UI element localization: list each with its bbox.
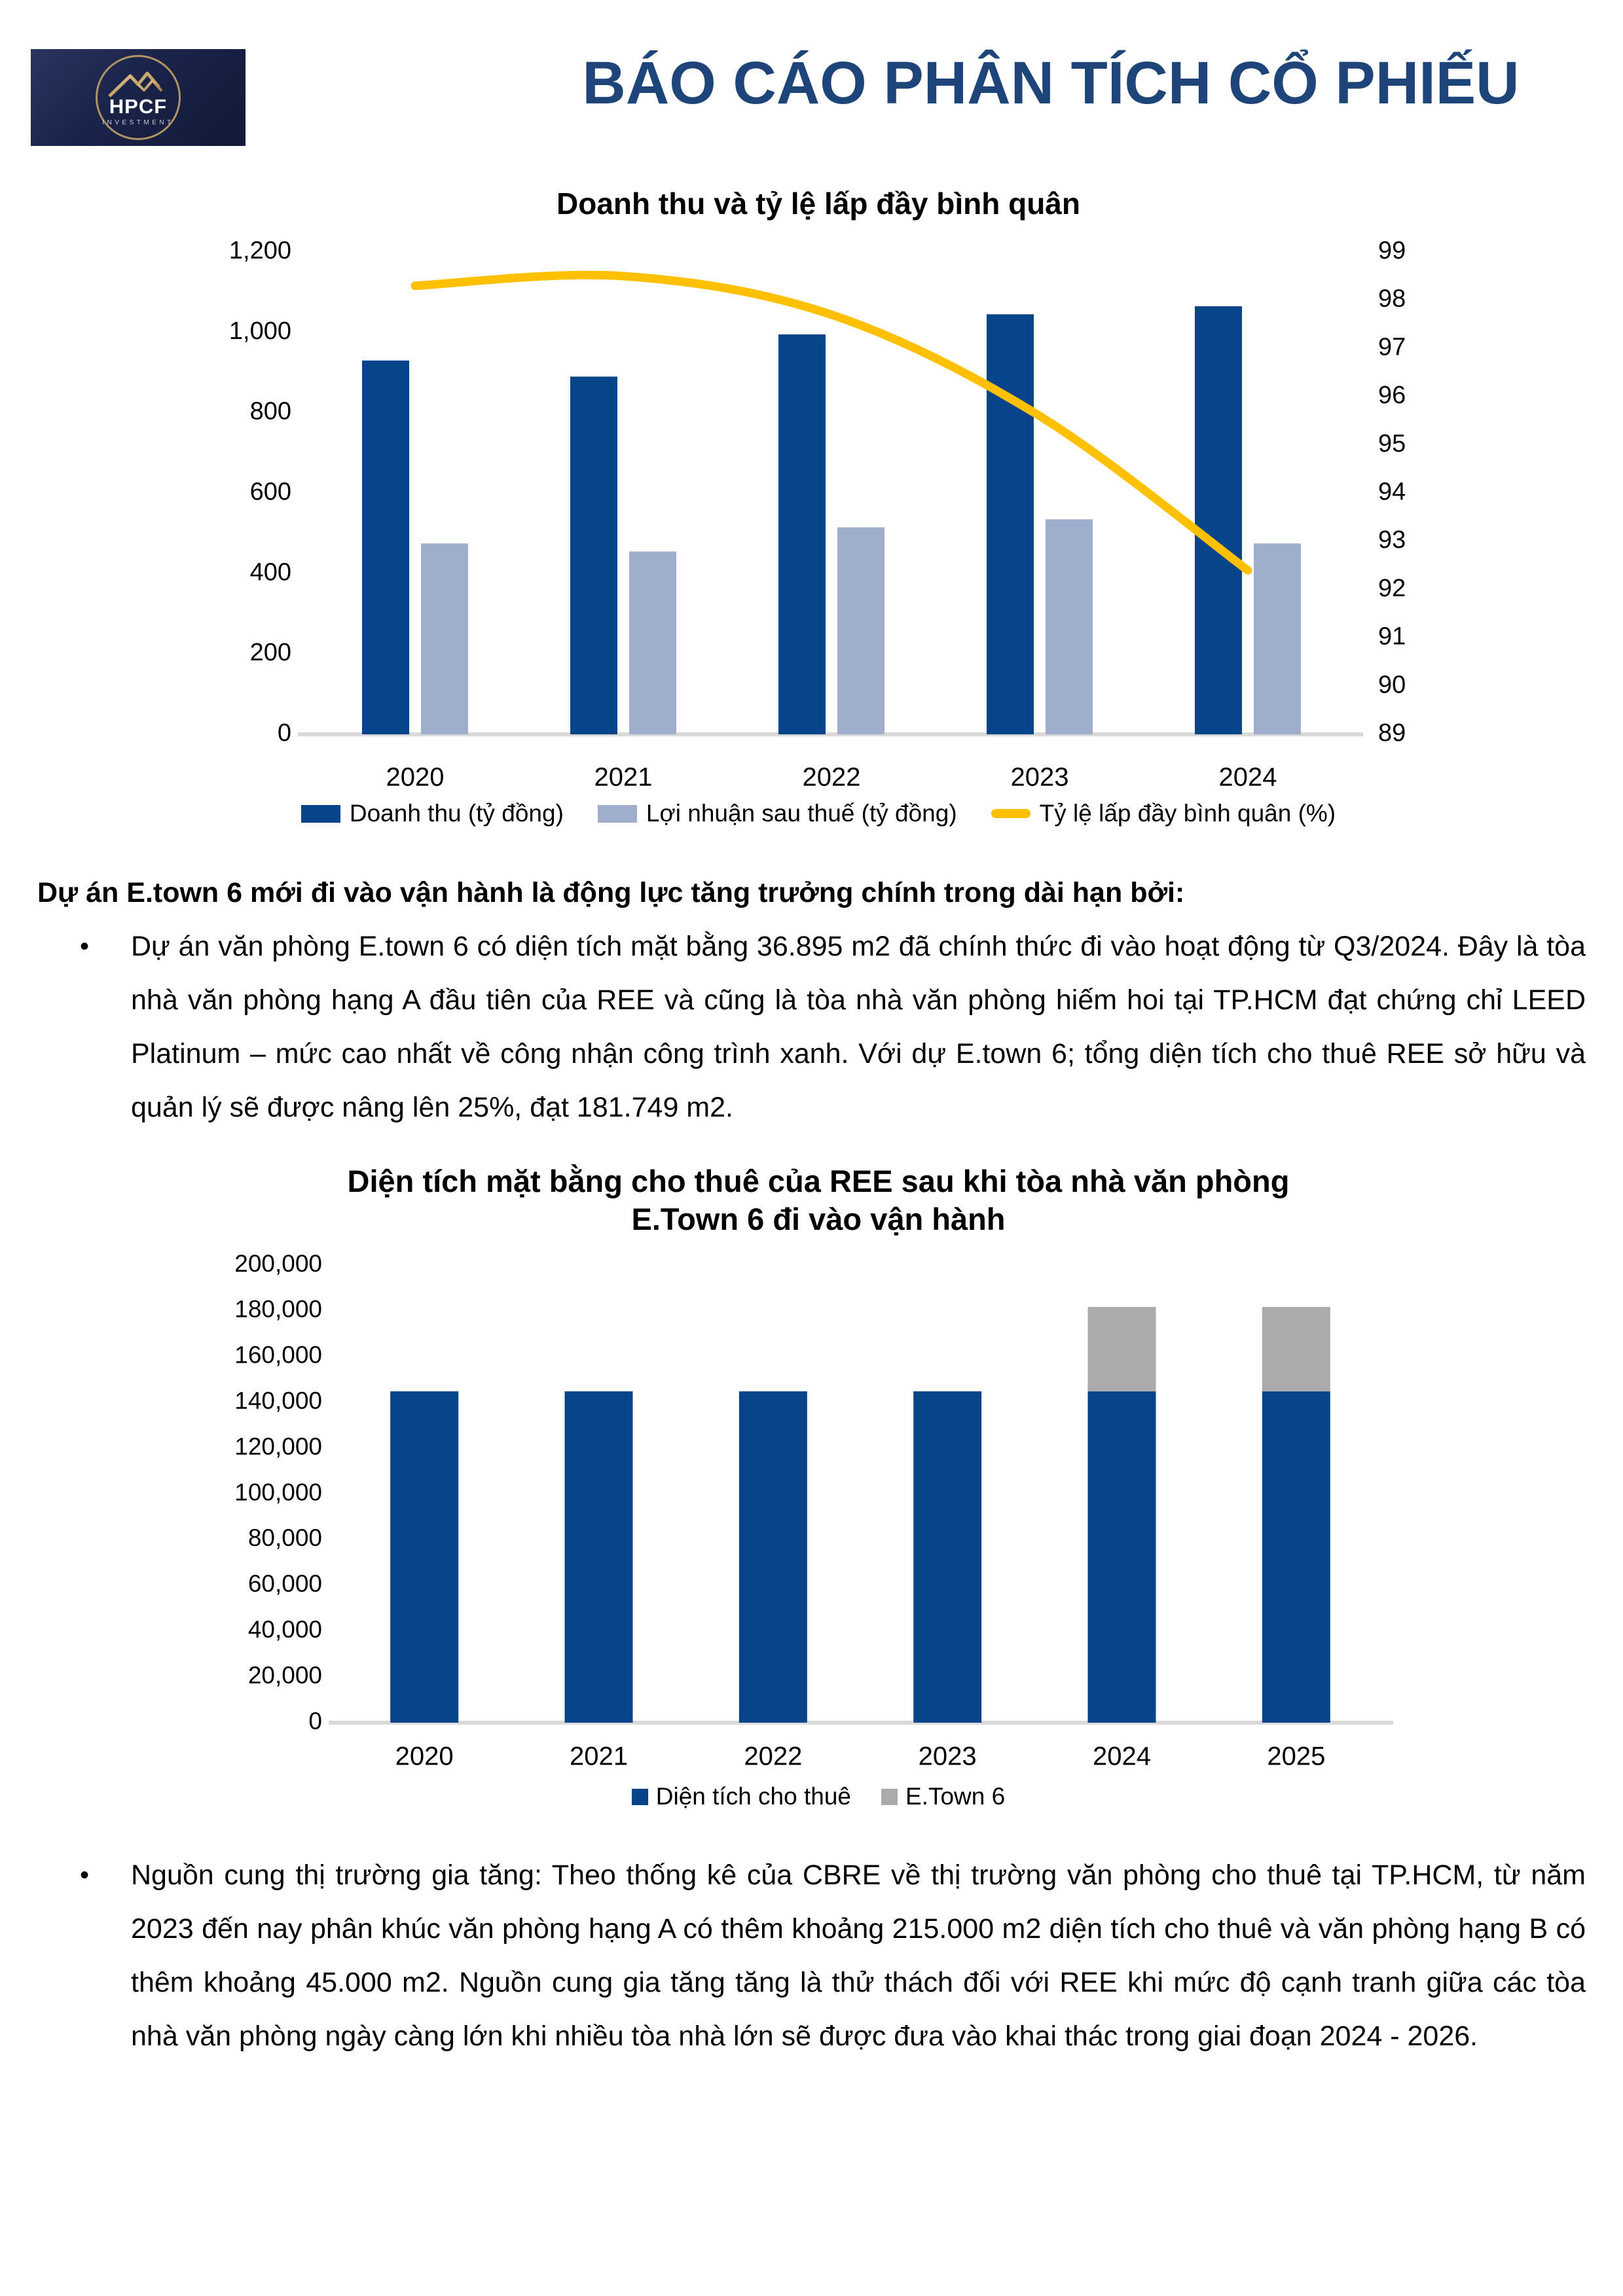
bar-dien-tich-2020 bbox=[390, 1391, 458, 1723]
bullet-marker-icon: • bbox=[80, 1861, 90, 1890]
chart2-title bbox=[196, 1162, 1440, 1238]
y-axis-tick-label: 60,000 bbox=[247, 1570, 322, 1598]
chart2-title-line2: E.Town 6 đi vào vận hành bbox=[631, 1202, 1006, 1236]
right-axis-tick-label: 97 bbox=[1378, 333, 1406, 361]
right-axis-tick-label: 95 bbox=[1378, 429, 1406, 457]
right-axis-tick-label: 94 bbox=[1378, 478, 1406, 506]
right-axis-tick-label: 93 bbox=[1378, 526, 1406, 554]
bar-dien-tich-2024 bbox=[1088, 1391, 1156, 1723]
legend-item-doanh-thu bbox=[301, 800, 564, 827]
bar-loi-nhuan-2021 bbox=[629, 552, 676, 734]
left-axis-tick-label: 800 bbox=[249, 397, 291, 425]
bar-loi-nhuan-2024 bbox=[1254, 543, 1301, 734]
y-axis-tick-label: 120,000 bbox=[234, 1433, 322, 1460]
legend-item-dien-tich bbox=[632, 1783, 851, 1810]
legend-label: E.Town 6 bbox=[905, 1783, 1006, 1810]
revenue-occupancy-chart bbox=[196, 177, 1440, 851]
x-axis-category-label: 2021 bbox=[570, 1742, 628, 1767]
y-axis-tick-label: 40,000 bbox=[247, 1615, 322, 1643]
bullet-item-etown6 bbox=[80, 920, 1586, 1134]
occupancy-rate-line bbox=[415, 275, 1248, 570]
chart2-title-line1: Diện tích mặt bằng cho thuê của REE sau khi tòa nhà văn phòng bbox=[347, 1164, 1290, 1198]
left-axis-tick-label: 200 bbox=[249, 639, 291, 667]
bar-loi-nhuan-2023 bbox=[1046, 519, 1093, 734]
chart2-legend bbox=[196, 1783, 1440, 1810]
bullet-text: Nguồn cung thị trường gia tăng: Theo thống kê của CBRE về thị trường văn phòng cho thuê tại TP.HCM, từ năm 2023 đến nay phân khúc văn phòng hạng A có thêm khoảng 215.000 m2 diện tích cho thuê và văn phòng hạng B có thêm khoảng 45.000 m2. Nguồn cung gia tăng tăng là thử thách đối với REE khi mức độ cạnh tranh giữa các tòa nhà văn phòng ngày càng lớn khi nhiều tòa nhà lớn sẽ được đưa vào khai thác trong giai đoạn 2024 - 2026. bbox=[131, 1859, 1586, 2052]
chart1-legend bbox=[196, 800, 1440, 827]
x-axis-category-label: 2022 bbox=[802, 762, 861, 792]
x-axis-category-label: 2025 bbox=[1267, 1742, 1326, 1767]
bullet-marker-icon: • bbox=[80, 932, 90, 961]
bullet-text: Dự án văn phòng E.town 6 có diện tích mặt bằng 36.895 m2 đã chính thức đi vào hoạt động từ Q3/2024. Đây là tòa nhà văn phòng hạng A đầu tiên của REE và cũng là tòa nhà văn phòng hiếm hoi tại TP.HCM đạt chứng chỉ LEED Platinum – mức cao nhất về công nhận công trình xanh. Với dự E.town 6; tổng diện tích cho thuê REE sở hữu và quản lý sẽ được nâng lên 25%, đạt 181.749 m2. bbox=[131, 931, 1586, 1123]
x-axis-category-label: 2020 bbox=[386, 762, 445, 792]
y-axis-tick-label: 20,000 bbox=[247, 1661, 322, 1689]
mountain-peaks-icon bbox=[107, 69, 170, 98]
page-title: BÁO CÁO PHÂN TÍCH CỔ PHIẾU bbox=[582, 50, 1520, 117]
bar-loi-nhuan-2022 bbox=[837, 528, 884, 734]
bar-etown6-2024 bbox=[1088, 1307, 1156, 1391]
bar-doanh-thu-2023 bbox=[987, 314, 1034, 734]
leasable-area-chart bbox=[196, 1244, 1440, 1767]
bar-dien-tich-2025 bbox=[1262, 1391, 1330, 1723]
y-axis-tick-label: 140,000 bbox=[234, 1387, 322, 1414]
bullet-item-nguon-cung bbox=[80, 1848, 1586, 2063]
bar-dien-tich-2023 bbox=[913, 1391, 981, 1723]
loi-nhuan-swatch-icon bbox=[598, 805, 637, 823]
right-axis-tick-label: 91 bbox=[1378, 622, 1406, 651]
y-axis-tick-label: 200,000 bbox=[234, 1249, 322, 1277]
ty-le-line-swatch-icon bbox=[991, 809, 1030, 818]
legend-label: Tỷ lệ lấp đầy bình quân (%) bbox=[1039, 800, 1336, 827]
x-axis-category-label: 2022 bbox=[744, 1742, 803, 1767]
bar-doanh-thu-2020 bbox=[362, 361, 409, 734]
bar-doanh-thu-2022 bbox=[778, 334, 826, 734]
logo-subtitle-text: INVESTMENT bbox=[102, 118, 174, 126]
legend-item-etown6 bbox=[881, 1783, 1005, 1810]
etown6-swatch-icon bbox=[881, 1789, 898, 1805]
y-axis-tick-label: 80,000 bbox=[247, 1524, 322, 1552]
x-axis-category-label: 2024 bbox=[1218, 762, 1277, 792]
logo-ring bbox=[96, 55, 181, 140]
right-axis-tick-label: 92 bbox=[1378, 574, 1406, 602]
legend-item-ty-le bbox=[991, 800, 1336, 827]
right-axis-tick-label: 90 bbox=[1378, 671, 1406, 699]
x-axis-category-label: 2024 bbox=[1093, 1742, 1151, 1767]
y-axis-tick-label: 160,000 bbox=[234, 1341, 322, 1369]
section-heading: Dự án E.town 6 mới đi vào vận hành là động lực tăng trưởng chính trong dài hạn bởi: bbox=[37, 877, 1185, 908]
right-axis-tick-label: 89 bbox=[1378, 719, 1406, 747]
company-logo bbox=[31, 49, 246, 146]
y-axis-tick-label: 100,000 bbox=[234, 1479, 322, 1506]
bar-etown6-2025 bbox=[1262, 1307, 1330, 1391]
dien-tich-swatch-icon bbox=[632, 1789, 648, 1805]
bar-doanh-thu-2024 bbox=[1195, 306, 1242, 734]
chart1-title: Doanh thu và tỷ lệ lấp đầy bình quân bbox=[556, 187, 1080, 221]
legend-label: Lợi nhuận sau thuế (tỷ đồng) bbox=[646, 800, 957, 827]
left-axis-tick-label: 1,000 bbox=[228, 317, 291, 345]
logo-brand-text: HPCF bbox=[109, 94, 168, 118]
left-axis-tick-label: 400 bbox=[249, 558, 291, 586]
bar-doanh-thu-2021 bbox=[570, 376, 617, 734]
y-axis-tick-label: 0 bbox=[308, 1707, 322, 1734]
legend-item-loi-nhuan bbox=[598, 800, 957, 827]
bar-dien-tich-2022 bbox=[739, 1391, 807, 1723]
doanh-thu-swatch-icon bbox=[301, 805, 340, 823]
right-axis-tick-label: 99 bbox=[1378, 237, 1406, 265]
legend-label: Doanh thu (tỷ đồng) bbox=[349, 800, 564, 827]
right-axis-tick-label: 96 bbox=[1378, 382, 1406, 410]
x-axis-category-label: 2020 bbox=[395, 1742, 454, 1767]
right-axis-tick-label: 98 bbox=[1378, 285, 1406, 313]
y-axis-tick-label: 180,000 bbox=[234, 1295, 322, 1323]
left-axis-tick-label: 600 bbox=[249, 478, 291, 506]
bar-dien-tich-2021 bbox=[565, 1391, 633, 1723]
legend-label: Diện tích cho thuê bbox=[655, 1783, 852, 1810]
x-axis-category-label: 2023 bbox=[918, 1742, 977, 1767]
left-axis-tick-label: 1,200 bbox=[228, 237, 291, 265]
x-axis-category-label: 2023 bbox=[1010, 762, 1069, 792]
bar-loi-nhuan-2020 bbox=[421, 543, 468, 734]
x-axis-category-label: 2021 bbox=[594, 762, 653, 792]
left-axis-tick-label: 0 bbox=[277, 719, 291, 747]
